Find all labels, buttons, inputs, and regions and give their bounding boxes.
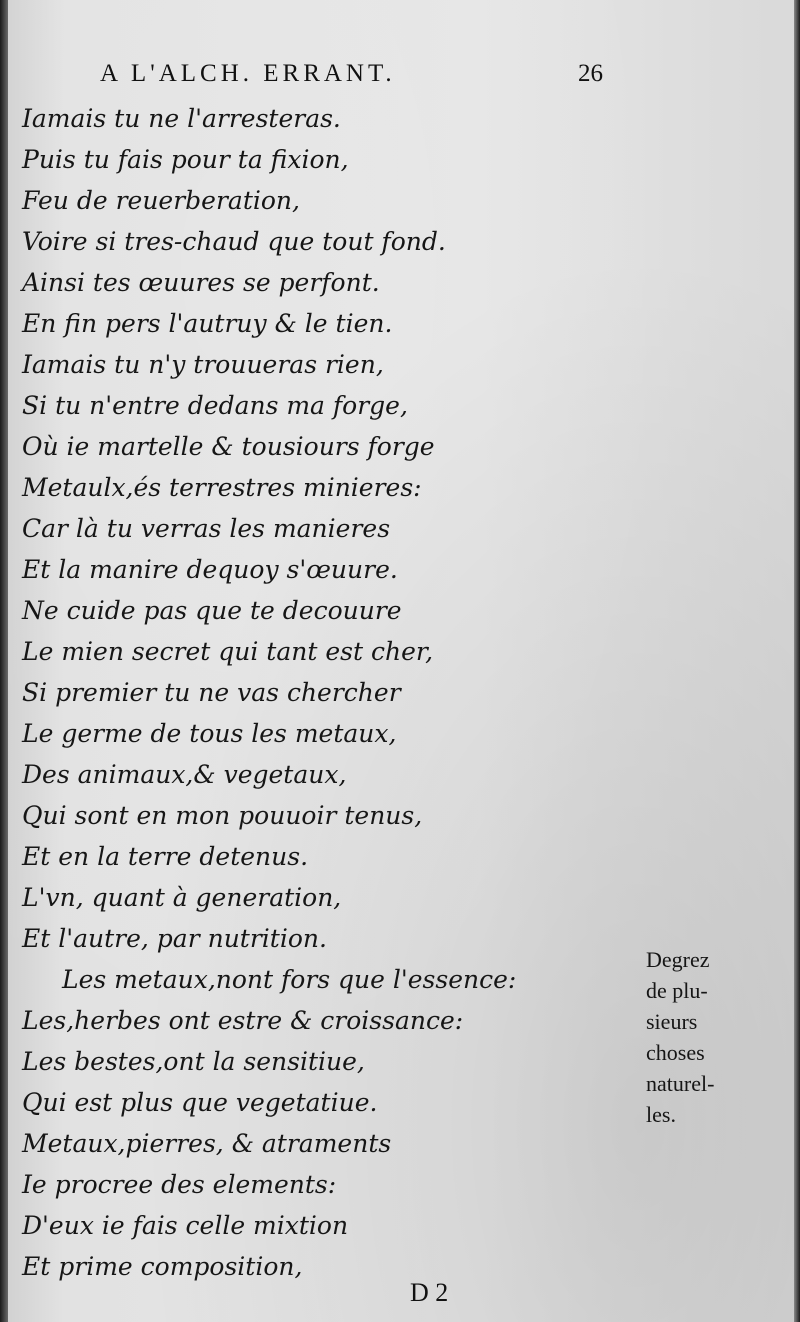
verse-line: Et l'autre, par nutrition. <box>22 924 327 953</box>
verse-line: Le mien secret qui tant est cher, <box>22 637 434 666</box>
verse-line: Et prime composition, <box>22 1252 303 1281</box>
verse-line: En fin pers l'autruy & le tien. <box>22 309 393 338</box>
marginal-note-line: les. <box>646 1102 676 1127</box>
marginal-note-line: sieurs <box>646 1009 698 1034</box>
running-head: A L'ALCH. ERRANT. <box>100 60 396 87</box>
verse-line: Si tu n'entre dedans ma forge, <box>22 391 408 420</box>
marginal-note-line: Degrez <box>646 947 710 972</box>
verse-line: Qui sont en mon pouuoir tenus, <box>22 801 423 830</box>
verse-line: Les bestes,ont la sensitiue, <box>22 1047 365 1076</box>
page-edge-left <box>0 0 8 1322</box>
verse-line: L'vn, quant à generation, <box>22 883 342 912</box>
signature-mark: D 2 <box>410 1278 449 1307</box>
verse-line: Des animaux,& vegetaux, <box>22 760 347 789</box>
verse-line: Le germe de tous les metaux, <box>22 719 397 748</box>
marginal-note-line: de plu- <box>646 978 708 1003</box>
marginal-note-line: choses <box>646 1040 705 1065</box>
marginal-note <box>646 944 786 1130</box>
verse-line: Et en la terre detenus. <box>22 842 309 871</box>
page-number: 26 <box>578 60 603 87</box>
verse-text <box>22 98 622 1287</box>
verse-line: Qui est plus que vegetatiue. <box>22 1088 378 1117</box>
verse-line: Metaulx,és terrestres minieres: <box>22 473 422 502</box>
verse-line: Où ie martelle & tousiours forge <box>22 432 435 461</box>
marginal-note-line: naturel- <box>646 1071 715 1096</box>
verse-line: Ainsi tes œuures se perfont. <box>22 268 380 297</box>
verse-line: Puis tu fais pour ta fixion, <box>22 145 349 174</box>
verse-line: Car là tu verras les manieres <box>22 514 391 543</box>
verse-line: Les metaux,nont fors que l'essence: <box>62 965 517 994</box>
verse-line: Et la manire dequoy s'œuure. <box>22 555 398 584</box>
verse-line: Iamais tu n'y trouueras rien, <box>22 350 384 379</box>
verse-line: Feu de reuerberation, <box>22 186 300 215</box>
verse-line: Les,herbes ont estre & croissance: <box>22 1006 464 1035</box>
verse-line: D'eux ie fais celle mixtion <box>22 1211 349 1240</box>
verse-line: Ne cuide pas que te decouure <box>22 596 402 625</box>
verse-line: Ie procree des elements: <box>22 1170 337 1199</box>
verse-line: Metaux,pierres, & atraments <box>22 1129 392 1158</box>
verse-line: Si premier tu ne vas chercher <box>22 678 401 707</box>
verse-line: Iamais tu ne l'arresteras. <box>22 104 341 133</box>
page-edge-right <box>794 0 800 1322</box>
verse-line: Voire si tres-chaud que tout fond. <box>22 227 446 256</box>
